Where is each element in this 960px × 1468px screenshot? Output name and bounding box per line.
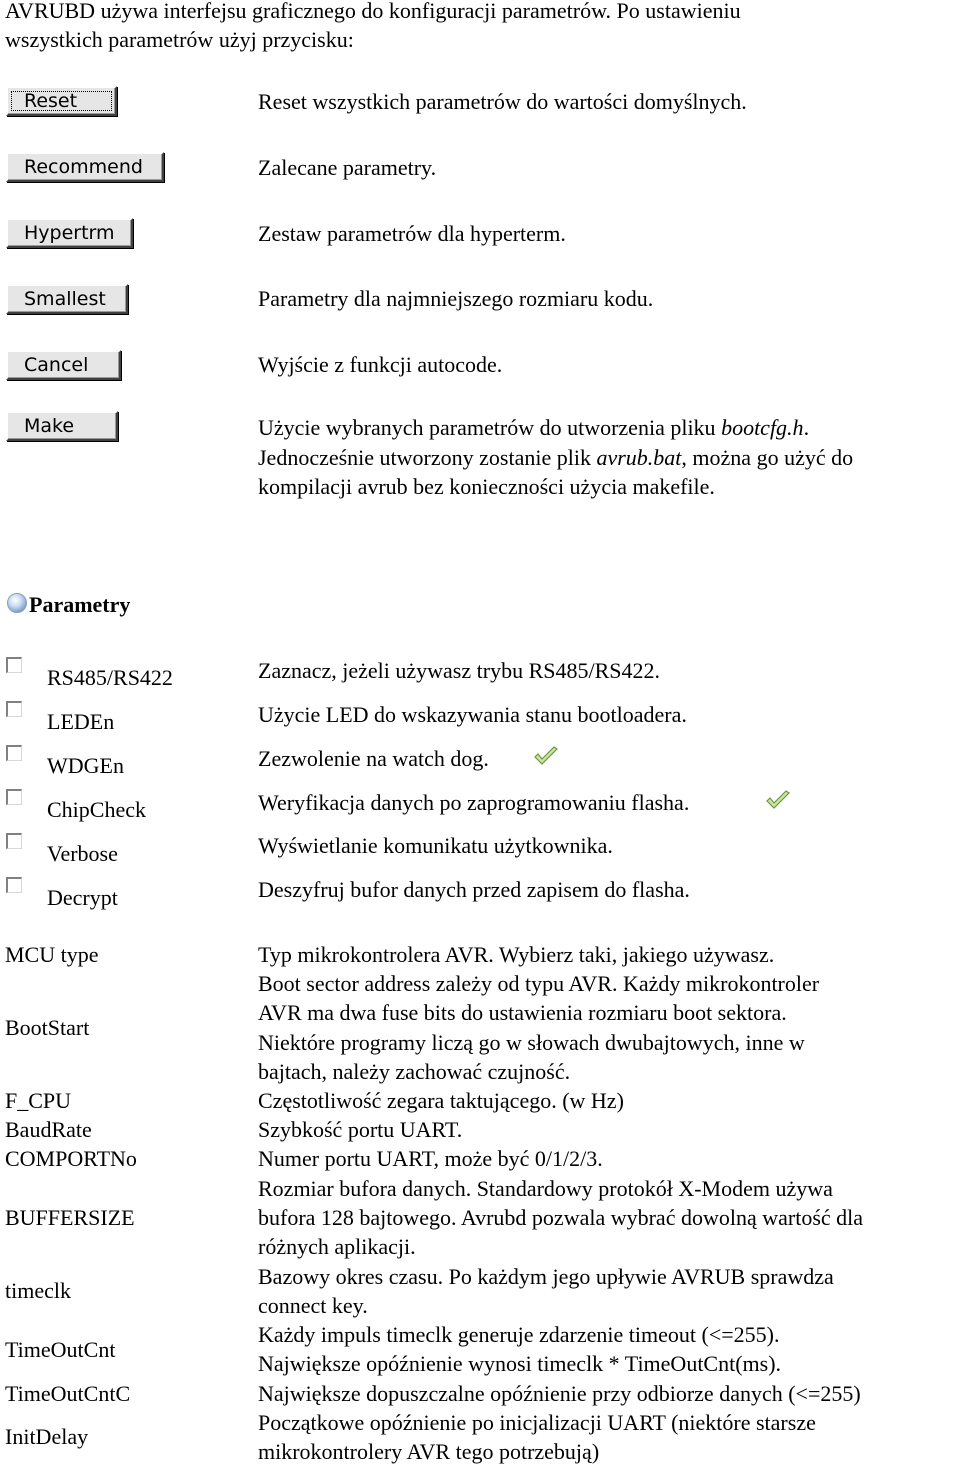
param-description: Częstotliwość zegara taktującego. (w Hz)	[258, 1088, 624, 1113]
intro-line-1: AVRUBD używa interfejsu graficznego do konfiguracji parametrów. Po ustawieniu	[5, 0, 741, 23]
make-description-line-3: kompilacji avrub bez konieczności użycia makefile.	[258, 474, 715, 499]
param-description: mikrokontrolery AVR tego potrzebują)	[258, 1439, 600, 1464]
param-name: InitDelay	[5, 1424, 89, 1449]
param-name: COMPORTNo	[5, 1146, 137, 1171]
wdgen-checkbox[interactable]	[6, 745, 22, 761]
recommended-check-icon	[765, 790, 791, 810]
recommend-button[interactable]: Recommend	[6, 152, 164, 182]
verbose-checkbox[interactable]	[6, 833, 22, 849]
intro-line-2: wszystkich parametrów użyj przycisku:	[5, 27, 354, 52]
param-description: Niektóre programy liczą go w słowach dwubajtowych, inne w	[258, 1030, 805, 1055]
param-name: RS485/RS422	[47, 665, 173, 690]
param-name: MCU type	[5, 942, 99, 967]
param-name: Verbose	[47, 841, 118, 866]
param-name: TimeOutCnt	[5, 1337, 116, 1362]
make-description-line-1: Użycie wybranych parametrów do utworzenia pliku bootcfg.h.	[258, 415, 810, 440]
make-button[interactable]: Make	[6, 411, 118, 441]
hypertrm-description: Zestaw parametrów dla hyperterm.	[258, 221, 566, 246]
param-name: TimeOutCntC	[5, 1381, 131, 1406]
param-description: Weryfikacja danych po zaprogramowaniu flasha.	[258, 790, 690, 815]
param-description: Szybkość portu UART.	[258, 1117, 463, 1142]
param-description: Numer portu UART, może być 0/1/2/3.	[258, 1146, 603, 1171]
hypertrm-button[interactable]: Hypertrm	[6, 218, 133, 248]
reset-button[interactable]: Reset	[6, 86, 117, 116]
param-description: Bazowy okres czasu. Po każdym jego upływie AVRUB sprawdza	[258, 1264, 834, 1289]
param-description: Największe dopuszczalne opóźnienie przy odbiorze danych (<=255)	[258, 1381, 861, 1406]
param-description: bajtach, należy zachować czujność.	[258, 1059, 571, 1084]
param-description: Typ mikrokontrolera AVR. Wybierz taki, jakiego używasz.	[258, 942, 775, 967]
param-description: Użycie LED do wskazywania stanu bootloadera.	[258, 702, 687, 727]
param-name: LEDEn	[47, 709, 115, 734]
param-description: Deszyfruj bufor danych przed zapisem do flasha.	[258, 877, 690, 902]
param-name: F_CPU	[5, 1088, 72, 1113]
param-name: BUFFERSIZE	[5, 1205, 135, 1230]
param-description: Wyświetlanie komunikatu użytkownika.	[258, 833, 613, 858]
param-description: Zezwolenie na watch dog.	[258, 746, 489, 771]
recommend-description: Zalecane parametry.	[258, 155, 437, 180]
param-name: BootStart	[5, 1015, 90, 1040]
reset-description: Reset wszystkich parametrów do wartości domyślnych.	[258, 89, 747, 114]
param-description: Początkowe opóźnienie po inicjalizacji UART (niektóre starsze	[258, 1410, 816, 1435]
cancel-description: Wyjście z funkcji autocode.	[258, 352, 503, 377]
param-description: Każdy impuls timeclk generuje zdarzenie timeout (<=255).	[258, 1322, 780, 1347]
param-description: Rozmiar bufora danych. Standardowy protokół X-Modem używa	[258, 1176, 833, 1201]
param-description: różnych aplikacji.	[258, 1234, 416, 1259]
param-description: Zaznacz, jeżeli używasz trybu RS485/RS422.	[258, 658, 661, 683]
cancel-button[interactable]: Cancel	[6, 350, 121, 380]
param-name: ChipCheck	[47, 797, 146, 822]
leden-checkbox[interactable]	[6, 701, 22, 717]
param-description: Boot sector address zależy od typu AVR. Każdy mikrokontroler	[258, 971, 820, 996]
smallest-button[interactable]: Smallest	[6, 284, 128, 314]
make-description-line-2: Jednocześnie utworzony zostanie plik avrub.bat, można go użyć do	[258, 445, 854, 470]
param-description: connect key.	[258, 1293, 368, 1318]
param-name: BaudRate	[5, 1117, 92, 1142]
param-description: bufora 128 bajtowego. Avrubd pozwala wybrać dowolną wartość dla	[258, 1205, 864, 1230]
chipcheck-checkbox[interactable]	[6, 789, 22, 805]
bullet-icon	[7, 593, 27, 613]
decrypt-checkbox[interactable]	[6, 877, 22, 893]
rs485-checkbox[interactable]	[6, 657, 22, 673]
param-name: WDGEn	[47, 753, 124, 778]
param-description: Największe opóźnienie wynosi timeclk * TimeOutCnt(ms).	[258, 1351, 782, 1376]
param-name: Decrypt	[47, 885, 118, 910]
param-description: AVR ma dwa fuse bits do ustawienia rozmiaru boot sektora.	[258, 1000, 787, 1025]
section-title: Parametry	[29, 592, 131, 617]
param-name: timeclk	[5, 1278, 71, 1303]
recommended-check-icon	[533, 746, 559, 766]
smallest-description: Parametry dla najmniejszego rozmiaru kodu.	[258, 286, 654, 311]
section-heading	[7, 590, 130, 620]
